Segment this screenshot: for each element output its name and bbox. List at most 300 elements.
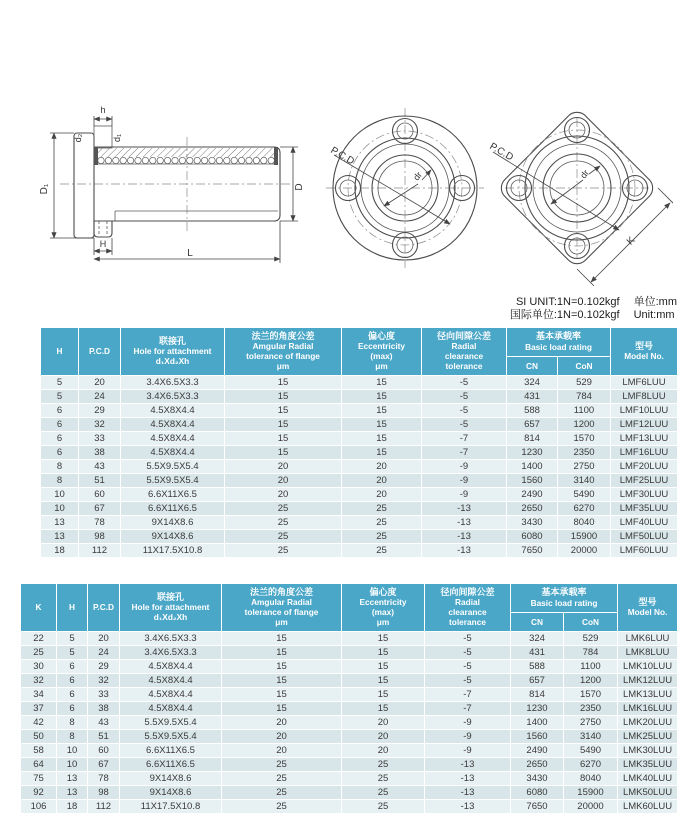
cell: 5.5X9.5X5.4 — [121, 460, 225, 474]
lmk-spec-table — [20, 583, 678, 814]
dr-label: dr — [578, 167, 592, 181]
cell: -13 — [422, 544, 507, 558]
intl-unit-label: 国际单位:1N=0.102kgf — [509, 309, 620, 321]
cell: LMF30LUU — [611, 488, 678, 502]
cell: 98 — [79, 530, 121, 544]
cell: -5 — [425, 674, 511, 688]
cell: LMK20LUU — [618, 716, 678, 730]
cell: 20 — [222, 744, 342, 758]
col-header-h: H — [41, 328, 79, 376]
cell: 3430 — [511, 772, 564, 786]
cell: 2650 — [511, 758, 564, 772]
cell: 4.5X8X4.4 — [121, 404, 225, 418]
header-line: 基本承载率 — [536, 331, 582, 342]
cell: 15 — [222, 674, 342, 688]
header-line: 联接孔 — [156, 591, 184, 602]
cell: 24 — [79, 390, 121, 404]
cell: 6 — [57, 674, 88, 688]
cell: 67 — [79, 502, 121, 516]
cell: 50 — [21, 730, 57, 744]
cell: -7 — [422, 432, 507, 446]
bearing-ball — [150, 157, 156, 163]
cell: LMK12LUU — [618, 674, 678, 688]
table-row — [21, 688, 678, 702]
dim-label-D: D — [294, 183, 305, 191]
header-line: tolerance of flange — [246, 351, 320, 362]
cell: 2350 — [558, 446, 611, 460]
dim-label-h: h — [100, 105, 106, 115]
cell: 4.5X8X4.4 — [120, 688, 222, 702]
cell: 4.5X8X4.4 — [121, 418, 225, 432]
cell: 6.6X11X6.5 — [121, 488, 225, 502]
bearing-ball — [268, 157, 274, 163]
table-row — [21, 800, 678, 814]
cell: 78 — [88, 772, 120, 786]
cell: -5 — [425, 646, 511, 660]
table-row — [41, 418, 678, 432]
lmf-table-body — [41, 376, 678, 558]
cell: 106 — [21, 800, 57, 814]
table-row — [41, 474, 678, 488]
cell: 32 — [21, 674, 57, 688]
lmf-spec-table — [40, 327, 678, 558]
header-line: 径向间隙公差 — [436, 330, 491, 341]
cell: 15 — [222, 660, 342, 674]
cell: 814 — [511, 688, 564, 702]
cell: 1100 — [558, 404, 611, 418]
lmf-table-section — [40, 327, 677, 558]
col-header-con: CoN — [564, 613, 618, 632]
cell: 15 — [225, 418, 342, 432]
cell: -13 — [425, 772, 511, 786]
bearing-ball — [113, 157, 119, 163]
table-row — [41, 488, 678, 502]
col-header-load — [507, 328, 611, 357]
cell: LMF16LUU — [611, 446, 678, 460]
cell: 15 — [222, 632, 342, 646]
table-row — [21, 758, 678, 772]
header-line: μm — [276, 361, 290, 372]
dr-arrow — [384, 184, 418, 206]
dim-label-L: L — [187, 248, 193, 259]
cell: 43 — [79, 460, 121, 474]
cell: 34 — [21, 688, 57, 702]
cell: 8040 — [564, 772, 618, 786]
round-flange-svg — [320, 98, 495, 278]
cell: 9X14X8.6 — [121, 516, 225, 530]
cell: LMK13LUU — [618, 688, 678, 702]
cell: LMK35LUU — [618, 758, 678, 772]
cell: 20 — [225, 474, 342, 488]
cell: -13 — [425, 800, 511, 814]
cell: 5 — [57, 646, 88, 660]
cell: LMF13LUU — [611, 432, 678, 446]
col-header-hole — [121, 328, 225, 376]
header-line: clearance — [448, 607, 487, 618]
cell: 5.5X9.5X5.4 — [120, 730, 222, 744]
cell: 3140 — [558, 474, 611, 488]
cell: 8 — [41, 460, 79, 474]
header-line: Radial — [451, 341, 477, 352]
table-row — [41, 460, 678, 474]
header-line: Hole for attachment — [131, 602, 210, 613]
cell: LMF8LUU — [611, 390, 678, 404]
cell: -13 — [425, 786, 511, 800]
cell: 15 — [342, 376, 422, 390]
cell: 1200 — [558, 418, 611, 432]
cell: LMK40LUU — [618, 772, 678, 786]
cell: 25 — [225, 516, 342, 530]
cell: 6 — [41, 418, 79, 432]
col-header-hole — [120, 584, 222, 632]
cell: 3.4X6.5X3.3 — [121, 376, 225, 390]
cell: 529 — [558, 376, 611, 390]
table-row — [41, 502, 678, 516]
cell: 32 — [88, 674, 120, 688]
cell: 15 — [342, 674, 425, 688]
cell: 9X14X8.6 — [120, 772, 222, 786]
col-header-model — [618, 584, 678, 632]
cell: 92 — [21, 786, 57, 800]
header-line: clearance — [444, 351, 484, 362]
cell: 11X17.5X10.8 — [120, 800, 222, 814]
dim-label-d1: d₁ — [112, 133, 122, 143]
cell: 3.4X6.5X3.3 — [120, 632, 222, 646]
cell: -7 — [422, 446, 507, 460]
square-flange-svg — [483, 90, 673, 290]
cell: 3.4X6.5X3.3 — [120, 646, 222, 660]
cell: 784 — [564, 646, 618, 660]
cell: LMF40LUU — [611, 516, 678, 530]
cell: 1200 — [564, 674, 618, 688]
cell: -9 — [422, 460, 507, 474]
cell: 3430 — [507, 516, 558, 530]
cell: -5 — [422, 404, 507, 418]
table-row — [21, 632, 678, 646]
cell: 1560 — [507, 474, 558, 488]
header-line: d₁Xd₂Xh — [153, 612, 188, 623]
col-header-radial — [422, 328, 507, 376]
cell: 43 — [88, 716, 120, 730]
header-line: tolerance — [449, 617, 486, 628]
cell: LMF35LUU — [611, 502, 678, 516]
cell: 25 — [222, 758, 342, 772]
cell: -13 — [425, 758, 511, 772]
cell: 5 — [41, 390, 79, 404]
header-line: Eccentricity — [359, 597, 407, 608]
cell: 10 — [41, 502, 79, 516]
cell: LMF12LUU — [611, 418, 678, 432]
header-line: (max) — [370, 351, 393, 362]
col-header-pcd: P.C.D — [79, 328, 121, 376]
cell: 4.5X8X4.4 — [121, 432, 225, 446]
cell: 1400 — [511, 716, 564, 730]
cell: -7 — [425, 702, 511, 716]
lmk-table-header — [21, 584, 678, 632]
col-header-k: K — [21, 584, 57, 632]
table-row — [21, 786, 678, 800]
cell: 6.6X11X6.5 — [121, 502, 225, 516]
bearing-ball — [127, 157, 133, 163]
pcd-label: P.C.D — [487, 141, 515, 164]
cell: 2350 — [564, 702, 618, 716]
cell: 15 — [342, 418, 422, 432]
cell: 112 — [79, 544, 121, 558]
cell: 25 — [21, 646, 57, 660]
cell: 51 — [79, 474, 121, 488]
cell: 20000 — [558, 544, 611, 558]
cell: 324 — [511, 632, 564, 646]
cell: 60 — [79, 488, 121, 502]
cell: -9 — [422, 488, 507, 502]
cell: 25 — [222, 800, 342, 814]
dim-label-K: K — [624, 234, 638, 248]
cell: 15 — [225, 432, 342, 446]
cell: 15 — [342, 632, 425, 646]
bearing-ball — [253, 157, 259, 163]
cell: 9X14X8.6 — [120, 786, 222, 800]
cell: LMF20LUU — [611, 460, 678, 474]
cell: 5490 — [558, 488, 611, 502]
col-header-eccentricity — [342, 328, 422, 376]
side-view-svg — [30, 93, 315, 268]
dr-label: dr — [411, 169, 425, 183]
cell: 20 — [342, 716, 425, 730]
cell: 9X14X8.6 — [121, 530, 225, 544]
cell: 25 — [225, 502, 342, 516]
bearing-ball — [164, 157, 170, 163]
cell: 20 — [88, 632, 120, 646]
cell: -5 — [422, 376, 507, 390]
header-line: 型号 — [638, 596, 657, 607]
table-row — [41, 376, 678, 390]
header-line: 法兰的角度公差 — [251, 330, 315, 341]
cell: 6.6X11X6.5 — [120, 744, 222, 758]
cell: 15 — [342, 432, 422, 446]
cell: 75 — [21, 772, 57, 786]
cell: 29 — [79, 404, 121, 418]
cell: -5 — [422, 418, 507, 432]
cell: 784 — [558, 390, 611, 404]
dim-label-D1: D₁ — [39, 183, 50, 195]
cell: 657 — [507, 418, 558, 432]
cell: 112 — [88, 800, 120, 814]
bearing-ball — [238, 157, 244, 163]
cell: 6 — [41, 446, 79, 460]
cell: 10 — [57, 744, 88, 758]
unit-note — [510, 296, 677, 322]
cell: 15 — [225, 446, 342, 460]
bearing-ball — [261, 157, 267, 163]
cell: 33 — [88, 688, 120, 702]
cell: 1570 — [558, 432, 611, 446]
cell: 20 — [342, 744, 425, 758]
cell: 15 — [342, 446, 422, 460]
bearing-ball — [142, 157, 148, 163]
bearing-ball — [98, 157, 104, 163]
table-row — [41, 432, 678, 446]
cell: 20 — [79, 376, 121, 390]
si-unit-mm: 单位:mm — [633, 296, 677, 308]
cell: 2490 — [511, 744, 564, 758]
bearing-ball — [224, 157, 230, 163]
cell: 98 — [88, 786, 120, 800]
col-header-eccentricity — [342, 584, 425, 632]
cell: 33 — [79, 432, 121, 446]
bearing-ball — [194, 157, 200, 163]
cell: 18 — [57, 800, 88, 814]
cell: LMF6LUU — [611, 376, 678, 390]
cell: LMK60LUU — [618, 800, 678, 814]
cell: 2750 — [564, 716, 618, 730]
dr-arrow — [551, 180, 583, 204]
table-row — [41, 390, 678, 404]
cell: 38 — [79, 446, 121, 460]
dim-label-d2: d₂ — [73, 133, 83, 143]
header-line: Radial — [455, 597, 480, 608]
cell: 15 — [222, 646, 342, 660]
cell: 6.6X11X6.5 — [120, 758, 222, 772]
table-row — [41, 446, 678, 460]
cell: 42 — [21, 716, 57, 730]
ext-line — [577, 269, 594, 286]
cell: 5 — [41, 376, 79, 390]
cell: 2490 — [507, 488, 558, 502]
ext-line — [658, 188, 673, 204]
round-flange-drawing — [320, 98, 495, 278]
cell: 1230 — [507, 446, 558, 460]
cell: 588 — [507, 404, 558, 418]
cell: LMK6LUU — [618, 632, 678, 646]
cell: 15 — [225, 390, 342, 404]
cell: 3.4X6.5X3.3 — [121, 390, 225, 404]
lmk-table-section — [20, 583, 677, 814]
header-line: Model No. — [627, 607, 668, 618]
cell: LMF60LUU — [611, 544, 678, 558]
cell: 4.5X8X4.4 — [120, 660, 222, 674]
col-header-model — [611, 328, 678, 376]
cell: 20 — [225, 460, 342, 474]
header-line: Model No. — [624, 351, 664, 362]
cell: 4.5X8X4.4 — [121, 446, 225, 460]
bearing-ball — [172, 157, 178, 163]
header-line: 径向间隙公差 — [440, 586, 495, 597]
header-line: tolerance of flange — [244, 607, 319, 618]
cell: 5.5X9.5X5.4 — [121, 474, 225, 488]
header-line: μm — [375, 361, 388, 372]
cell: -7 — [425, 688, 511, 702]
cell: 25 — [222, 786, 342, 800]
cell: 5490 — [564, 744, 618, 758]
cell: 8 — [57, 730, 88, 744]
table-row — [21, 716, 678, 730]
cell: 15 — [342, 390, 422, 404]
cell: 25 — [342, 786, 425, 800]
cell: LMK16LUU — [618, 702, 678, 716]
cell: 25 — [225, 530, 342, 544]
cell: 4.5X8X4.4 — [120, 702, 222, 716]
col-header-con: CoN — [558, 357, 611, 376]
cell: 7650 — [511, 800, 564, 814]
col-header-angular — [222, 584, 342, 632]
cell: 6270 — [558, 502, 611, 516]
cell: 60 — [88, 744, 120, 758]
bearing-ball — [216, 157, 222, 163]
seal-cap-left — [94, 147, 98, 165]
col-header-pcd: P.C.D — [88, 584, 120, 632]
col-header-cn: CN — [511, 613, 564, 632]
cell: 2650 — [507, 502, 558, 516]
bearing-ball — [179, 157, 185, 163]
cell: 1570 — [564, 688, 618, 702]
cell: 22 — [21, 632, 57, 646]
table-row — [21, 744, 678, 758]
header-line: (max) — [371, 607, 395, 618]
header-line: 联接孔 — [158, 335, 186, 346]
bolt-counterbore — [94, 126, 112, 148]
seal-cap-right — [274, 147, 278, 165]
side-view-drawing — [30, 93, 315, 268]
cell: LMF50LUU — [611, 530, 678, 544]
cell: 431 — [511, 646, 564, 660]
cell: 6 — [41, 432, 79, 446]
cell: -13 — [422, 502, 507, 516]
cell: 25 — [342, 530, 422, 544]
cell: -13 — [422, 530, 507, 544]
cell: -5 — [425, 660, 511, 674]
lmk-table-body — [21, 632, 678, 814]
bearing-ball — [209, 157, 215, 163]
cell: -5 — [425, 632, 511, 646]
table-row — [21, 646, 678, 660]
cell: LMK50LUU — [618, 786, 678, 800]
cell: 20 — [222, 730, 342, 744]
header-line: Basic load rating — [530, 597, 598, 608]
square-flange-drawing — [483, 90, 673, 290]
cell: 588 — [511, 660, 564, 674]
intl-unit-mm: Unit:mm — [633, 309, 675, 321]
lmf-table-header — [41, 328, 678, 376]
header-line: d₁Xd₂Xh — [155, 356, 190, 367]
cell: 11X17.5X10.8 — [121, 544, 225, 558]
cell: 37 — [21, 702, 57, 716]
table-row — [41, 516, 678, 530]
cell: 5 — [57, 632, 88, 646]
header-line: μm — [376, 617, 390, 628]
cell: LMK8LUU — [618, 646, 678, 660]
bearing-ball — [135, 157, 141, 163]
col-header-radial — [425, 584, 511, 632]
cell: 64 — [21, 758, 57, 772]
cell: 5.5X9.5X5.4 — [120, 716, 222, 730]
cell: 38 — [88, 702, 120, 716]
cell: 8 — [41, 474, 79, 488]
header-line: Amgular Radial — [252, 341, 314, 352]
cell: 67 — [88, 758, 120, 772]
cell: 8040 — [558, 516, 611, 530]
cell: 15 — [222, 688, 342, 702]
col-header-h: H — [57, 584, 88, 632]
cell: 20 — [225, 488, 342, 502]
ball-row — [98, 157, 275, 163]
cell: 25 — [342, 544, 422, 558]
cell: 6270 — [564, 758, 618, 772]
cell: LMK10LUU — [618, 660, 678, 674]
cell: 15 — [342, 660, 425, 674]
cell: 32 — [79, 418, 121, 432]
cell: 657 — [511, 674, 564, 688]
dim-label-H: H — [99, 239, 107, 249]
